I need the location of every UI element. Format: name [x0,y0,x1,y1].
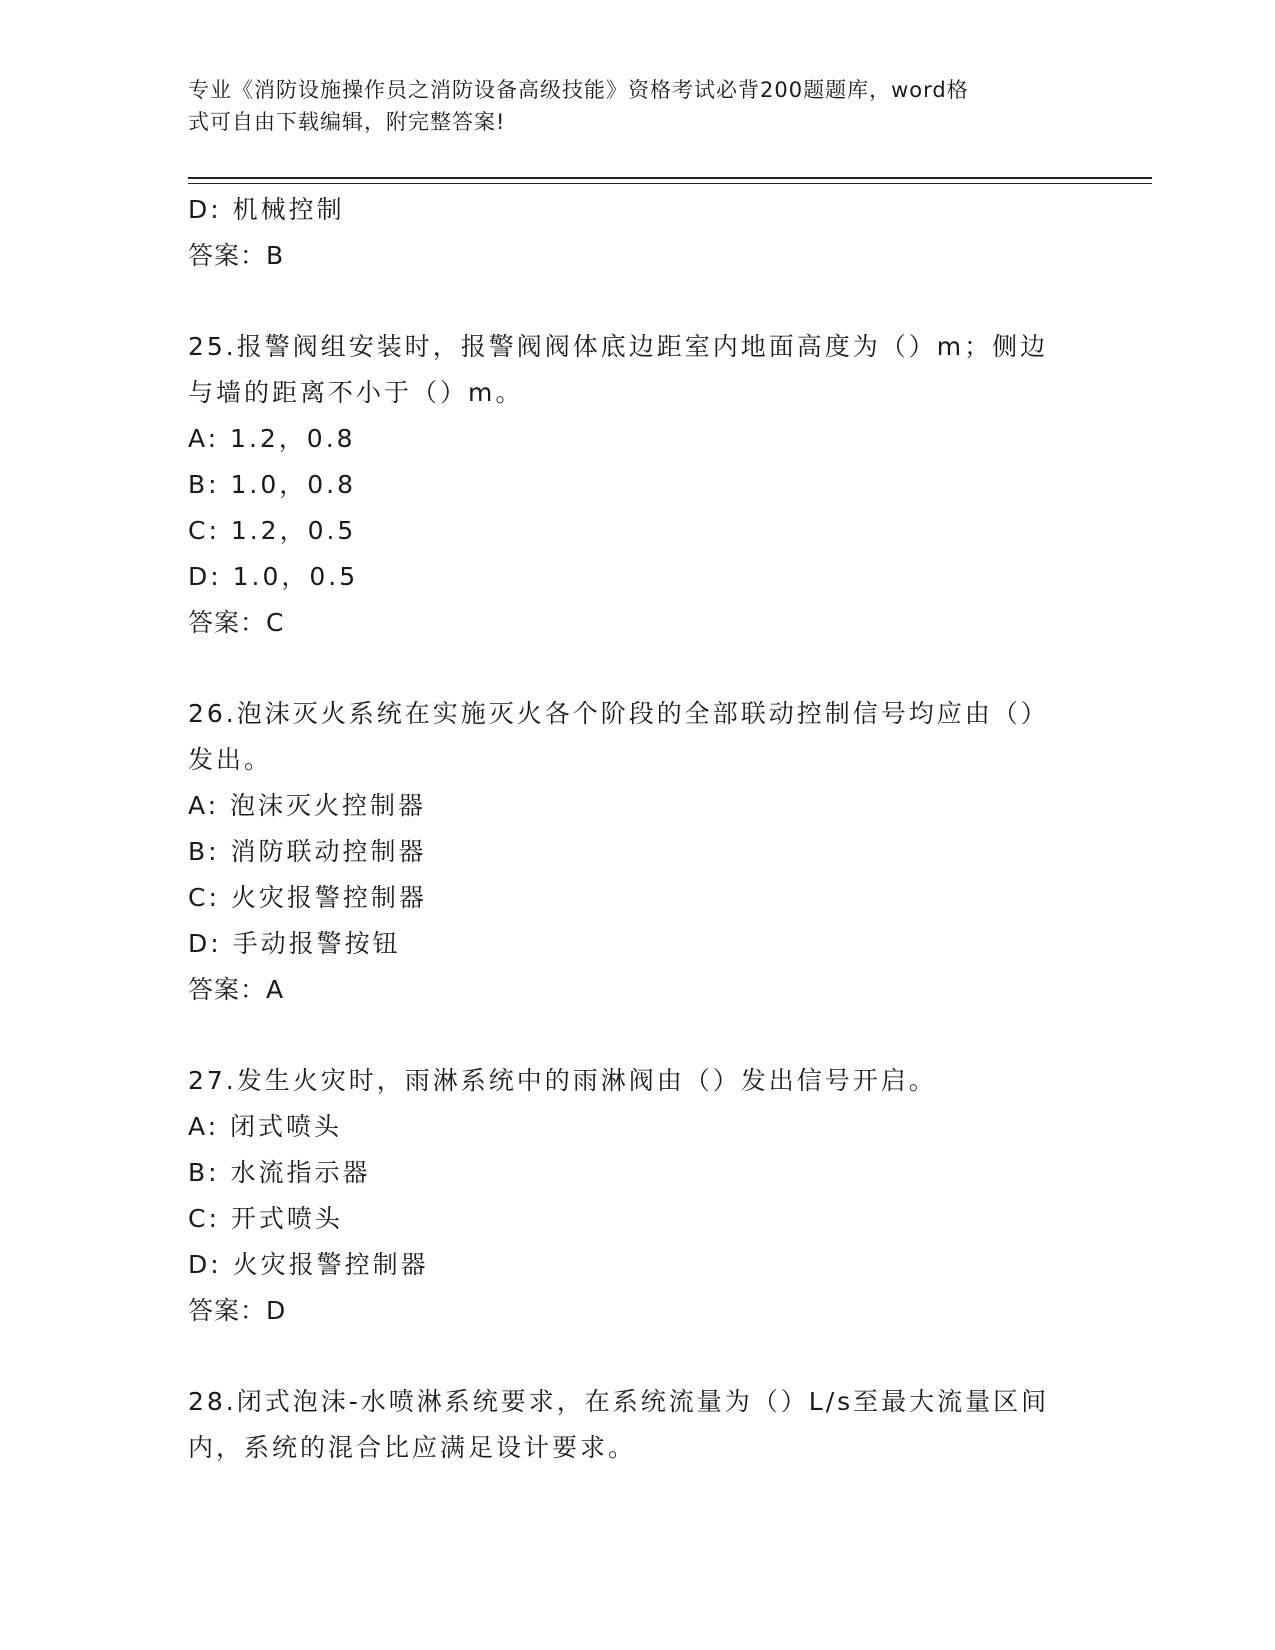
option-d: D: 机械控制 [188,195,345,224]
option-d: D: 1.0，0.5 [188,562,359,591]
question-stem: 25.报警阀组安装时，报警阀阀体底边距室内地面高度为（）m；侧边 [188,332,1049,361]
option-b: B: 1.0，0.8 [188,470,357,499]
option-d: D: 火灾报警控制器 [188,1250,429,1279]
option-a: A: 闭式喷头 [188,1112,343,1141]
answer-line: 答案：A [188,975,285,1004]
option-a: A: 1.2，0.8 [188,424,356,453]
option-d: D: 手动报警按钮 [188,929,401,958]
question-stem: 28.闭式泡沫-水喷淋系统要求，在系统流量为（）L/s至最大流量区间 [188,1387,1050,1416]
header-line-2: 式可自由下载编辑，附完整答案! [188,110,506,134]
question-stem-continued: 发出。 [188,745,273,774]
question-stem-continued: 与墙的距离不小于（）m。 [188,378,524,407]
option-b: B: 消防联动控制器 [188,837,427,866]
option-c: C: 开式喷头 [188,1204,343,1233]
answer-line: 答案：D [188,1296,287,1325]
question-stem-continued: 内，系统的混合比应满足设计要求。 [188,1433,637,1462]
question-stem: 26.泡沫灭火系统在实施灭火各个阶段的全部联动控制信号均应由（） [188,699,1049,728]
option-a: A: 泡沫灭火控制器 [188,791,427,820]
header-divider-thick [188,177,1152,179]
answer-line: 答案：B [188,241,285,270]
answer-line: 答案：C [188,608,285,637]
spacer [188,1334,1088,1379]
question-list [188,187,1088,1471]
header-line-1: 专业《消防设施操作员之消防设备高级技能》资格考试必背200题题库，word格 [188,78,969,102]
header-divider-thin [188,183,1152,184]
spacer [188,279,1088,324]
spacer [188,1013,1088,1058]
spacer [188,646,1088,691]
option-c: C: 火灾报警控制器 [188,883,427,912]
option-b: B: 水流指示器 [188,1158,371,1187]
option-c: C: 1.2，0.5 [188,516,357,545]
question-stem: 27.发生火灾时，雨淋系统中的雨淋阀由（）发出信号开启。 [188,1066,937,1095]
document-header [188,74,1068,138]
